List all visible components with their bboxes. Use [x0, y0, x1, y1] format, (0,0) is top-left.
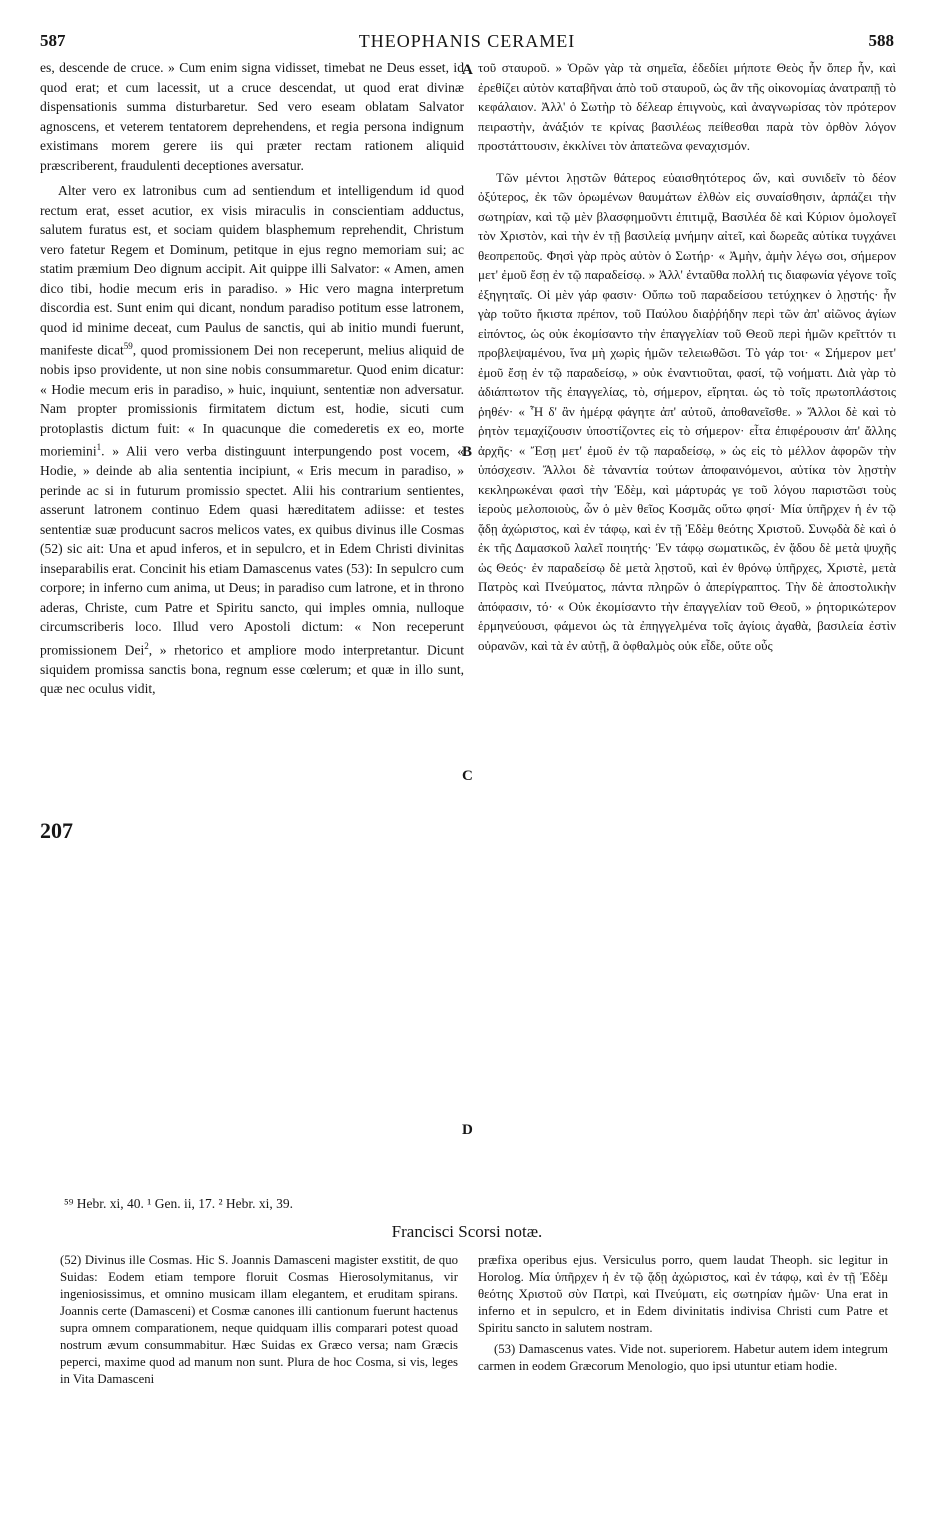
notes-left-column: [60, 1252, 458, 1392]
margin-marker-a: A: [462, 62, 473, 78]
latin-text: , quod promissionem Dei non receperunt, melius aliquid de nobis ipso providente, ut non sine nobis consummaretur. Quod enim dicatur: « Hodie mecum eris in paradiso, » huic, inquiunt, sententiæ non adversatur. Nam propter promissionis firmitatem dictum est, hodie, sicuti cum protoplastis dictum fuit: « In quacunque die comederetis ex eo, morte moriemini: [40, 342, 464, 459]
footnote-references: ⁵⁹ Hebr. xi, 40. ¹ Gen. ii, 17. ² Hebr. xi, 39.: [64, 1196, 293, 1211]
latin-paragraph: es, descende de cruce. » Cum enim signa vidisset, timebat ne Deus esset, id quod erat; et cum lacessit, ut a cruce descendat, ut quod erat divinæ dispensationis summa disturbaretur. Sed vero eseam oblatam Salvator agnoscens, et veterem tentatorem deprehendens, et regia persona indignum existimans morem gerere iis qui præter rectam rationem aliquid præscriberent, fraudulenti deceptiones aversatur.: [40, 60, 464, 173]
margin-marker-c: C: [462, 768, 473, 784]
notes-heading: Francisci Scorsi notæ.: [391, 1222, 543, 1241]
margin-marker-d: D: [462, 1122, 473, 1138]
notes-right-column: [478, 1252, 888, 1379]
footnote-ref: 2: [144, 640, 149, 651]
latin-column: [40, 58, 464, 705]
note-paragraph: (52) Divinus ille Cosmas. Hic S. Joannis Damasceni magister exstitit, de quo Suidas: Eodem etiam tempore floruit Cosmas Hierosolymitanus, vir ingeniosissimus, et omnino musicam illam elegantem, et eruditam spirans. Joannis certe (Damasceni) et Cosmæ canones illi cantionum fuerunt hactenus supra omnem comparationem, neque quidquam illis comparari potest quoad nostrum ævum consummabitur. Hæc Suidas ex Græco versa; nam Græcis peperci, maxime quod ad manum non sunt. Plura de hoc Cosma, si vis, leges in Vita Damasceni: [60, 1253, 458, 1386]
latin-text: . » Alii vero verba distinguunt interpungendo post vocem, « Hodie, » deinde ab alia sententia incipiunt, « Eris mecum in paradiso, » perinde ac si in futurum promissio spectet. Alii his contrarium sentientes, asserunt latronem continuo Edem quasi hæreditatem adiisse: et testes sententiæ suæ producunt sacros melicos vates, ex quibus divinus ille Cosmas (52) sic ait: Una et apud inferos, et in sepulcro, et in Edem Christi divinitas inseparabilis erat. Concinit his etiam Damascenus vates (53): In sepulcro cum corpore; in inferno cum anima, ut Deus; in paradiso cum latrone, et in throno aderas, Christe, cum Patre et Spiritu sancto, qui imples omnia, nulloque circumscriberis loco. Illud vero Apostoli dictum: « Non receperunt promissionem Dei: [40, 443, 464, 658]
greek-paragraph: τοῦ σταυροῦ. » Ὁρῶν γὰρ τὰ σημεῖα, ἐδεδίει μήποτε Θεὸς ἦν ὅπερ ἦν, καὶ ἐρεθίζει αὐτὸν καταβῆναι ἀπὸ τοῦ σταυροῦ, ὡς ἂν τῆς οἰκονομίας ἀνατραπῇ τὸ κεφάλαιον. Ἀλλ' ὁ Σωτὴρ τὸ δέλεαρ ἐπιγνοὺς, καὶ ἀναγνωρίσας τὸν πρότερον πειραστὴν, ἀνάξιόν τε κρίνας βασιλέως πείθεσθαι παρὰ τὸν ὀρθὸν λόγον προστάττουσιν, ἐκκλίνει τὸν ἀπατεῶνα φεναχισμόν.: [478, 60, 896, 153]
latin-paragraph: [40, 181, 464, 699]
column-number: 207: [40, 818, 73, 843]
greek-paragraph: Τῶν μέντοι λῃστῶν θάτερος εὐαισθητότερος ὤν, καὶ συνιδεῖν τὸ δέον ὀξύτερος, ἐκ τῶν ὁρωμένων θαυμάτων ἐλθὼν εἰς συναίσθησιν, ἁρπάζει τὴν σωτηρίαν, καὶ τῷ μὲν βλασφημοῦντι ἐπιτιμᾷ, Βασιλέα δὲ καὶ Κύριον ὁμολογεῖ τὸν Χριστὸν, καὶ τὴν ἐν τῇ βασιλείᾳ μνήμην αἰτεῖ, καὶ δωρεᾶς αὐτίκα τυγχάνει θεοπρεποῦς. Φησὶ γὰρ πρὸς αὐτὸν ὁ Σωτήρ· « Ἀμὴν, ἀμὴν λέγω σοι, σήμερον μετ' ἐμοῦ ἔσῃ ἐν τῷ παραδείσῳ. » Ἀλλ' ἐνταῦθα πολλή τις διαφωνία γέγονε τοῖς ἐξηγηταῖς. Οἱ μὲν γάρ φασιν· Οὔπω τοῦ παραδείσου τετύχηκεν ὁ λῃστής· ἦν γὰρ τοῦτο ἥκιστα πρέπον, τοῦ Παύλου διαῤῥήδην περὶ τῶν ἀπ' αἰῶνος ἁγίων εἰπόντος, ὡς οὐκ ἐκομίσαντο τὴν ἐπαγγελίαν τοῦ Θεοῦ περὶ ἡμῶν κρεῖττόν τι προβλεψαμένου, ἵνα μὴ χωρὶς ἡμῶν τελειωθῶσι. Τὸ γάρ τοι· « Σήμερον μετ' ἐμοῦ ἔσῃ ἐν τῷ παραδείσῳ, » οὐκ ἐναντιοῦται, φασί, τῷ νοήματι. Διὰ γὰρ τὸ ἀδιάπτωτον τῆς ἐπαγγελίας, τὸ, σήμερον, εἴρηται. ὡς τὸ τοῖς πρωτοπλάστοις ῥηθέν· « Ἧ δ' ἂν ἡμέρᾳ φάγητε ἀπ' αὐτοῦ, ἀποθανεῖσθε. » Ἄλλοι δὲ καὶ τὸ ῥητὸν τεμαχίζουσιν ὑποστίζοντες εἰς τὸ σήμερον· εἶτα ἐπιφέρουσιν ἀπ' ἄλλης ἀρχῆς· « Ἔσῃ μετ' ἐμοῦ ἐν τῷ παραδείσῳ, » ὡς εἰς τὸ μέλλον ἀφορῶν τὴν ὑπόσχεσιν. Ἄλλοι δὲ τἀναντία τούτων ἀποφαινόμενοι, αὐτίκα τὸν λῃστὴν κεκληρωκέναι φασὶ τὴν Ἐδὲμ, καὶ μάρτυράς γε τοῦ λόγου παριστῶσι τοὺς ἱεροὺς μελοποιοὺς, ὧν ὁ μὲν θεῖος Κοσμᾶς οὕτω φησί· Μία ὑπῆρχεν ἡ ἐν τῷ ᾅδῃ ἀχώριστος, καὶ ἐν τάφῳ, καὶ ἐν τῇ Ἐδὲμ θεότης Χριστοῦ. Συνῳδὰ δὲ καὶ ὁ ἐκ τῆς Δαμασκοῦ λαλεῖ ποιητής· Ἐν τάφῳ σωματικῶς, ἐν ᾅδου δὲ μετὰ ψυχῆς ὡς Θεός· ἐν παραδείσῳ δὲ μετὰ λῃστοῦ, καὶ ἐν θρόνῳ ὑπῆρχες, Χριστὲ, μετὰ Πατρὸς καὶ Πνεύματος, πάντα πληρῶν ὁ ἀπερίγραπτος. Τὴν δὲ ἀποστολικὴν ἀπόφασιν, τό· « Οὐκ ἐκομίσαντο τὴν ἐπαγγελίαν τοῦ Θεοῦ, » ῥητορικώτερον ἑρμηνεύουσι, φάμενοι ὡς τὰ ἐπηγγελμένα τοῖς ἁγίοις ἀγαθὰ, βασιλεία ἐστὶν οὐρανῶν, καὶ τὰ ἐν αὐτῇ, ἃ ὀφθαλμὸς οὐκ εἶδε, οὔτε οὖς: [478, 169, 896, 653]
margin-marker-b: B: [462, 444, 473, 460]
page-number-left: 587: [40, 31, 66, 50]
running-title: THEOPHANIS CERAMEI: [358, 31, 576, 51]
latin-text: Alter vero ex latronibus cum ad sentiendum et intelligendum id quod rectum erat, esset acutior, ex visis miraculis in conscientiam adductus, salutem furatus est, et sociam quidem blasphemum reprehendit, Christum vero fatetur Regem et Dominum, petitque in ejus regno memoriam sui; ac statim præmium Deo dignum accipit. Ait quippe illi Salvator: « Amen, amen dico tibi, hodie mecum eris in paradiso. » Hic vero magna interpretum discordia est. Sunt enim qui dicant, nondum paradiso potitum esse latronem, quod id minime deceat, cum Paulus de sanctis, qui ab initio mundi fuerunt, manifeste dicat: [40, 183, 464, 358]
latin-text: , » rhetorico et ampliore modo interpretantur. Dicunt siquidem promissa sanctis bona, regnum esse cœlerum; et quæ in illo sunt, quæ nec oculus vidit,: [40, 642, 464, 697]
note-paragraph: præfixa operibus ejus. Versiculus porro, quem laudat Theoph. sic legitur in Horolog. Μία ὑπῆρχεν ἡ ἐν τῷ ᾅδῃ ἀχώριστος, καὶ ἐν τάφῳ, καὶ ἐν τῇ Ἐδὲμ θεότης Χριστοῦ σὺν Πατρὶ, καὶ Πνεύματι, εἰς σωτηρίαν ἡμῶν· Una erat in inferno et in sepulcro, et in Edem divinitatis indivisa Christi cum Patre et Spiritu sancto in salutem nostram.: [478, 1253, 888, 1335]
footnote-ref: 59: [123, 341, 133, 351]
page-number-right: 588: [868, 31, 894, 50]
footnote-ref: 1: [96, 442, 102, 453]
greek-column: [478, 58, 896, 661]
note-paragraph: (53) Damascenus vates. Vide not. superiorem. Habetur autem idem integrum carmen in eodem Græcorum Menologio, quo ipsi utuntur etiam hodie.: [478, 1342, 888, 1373]
